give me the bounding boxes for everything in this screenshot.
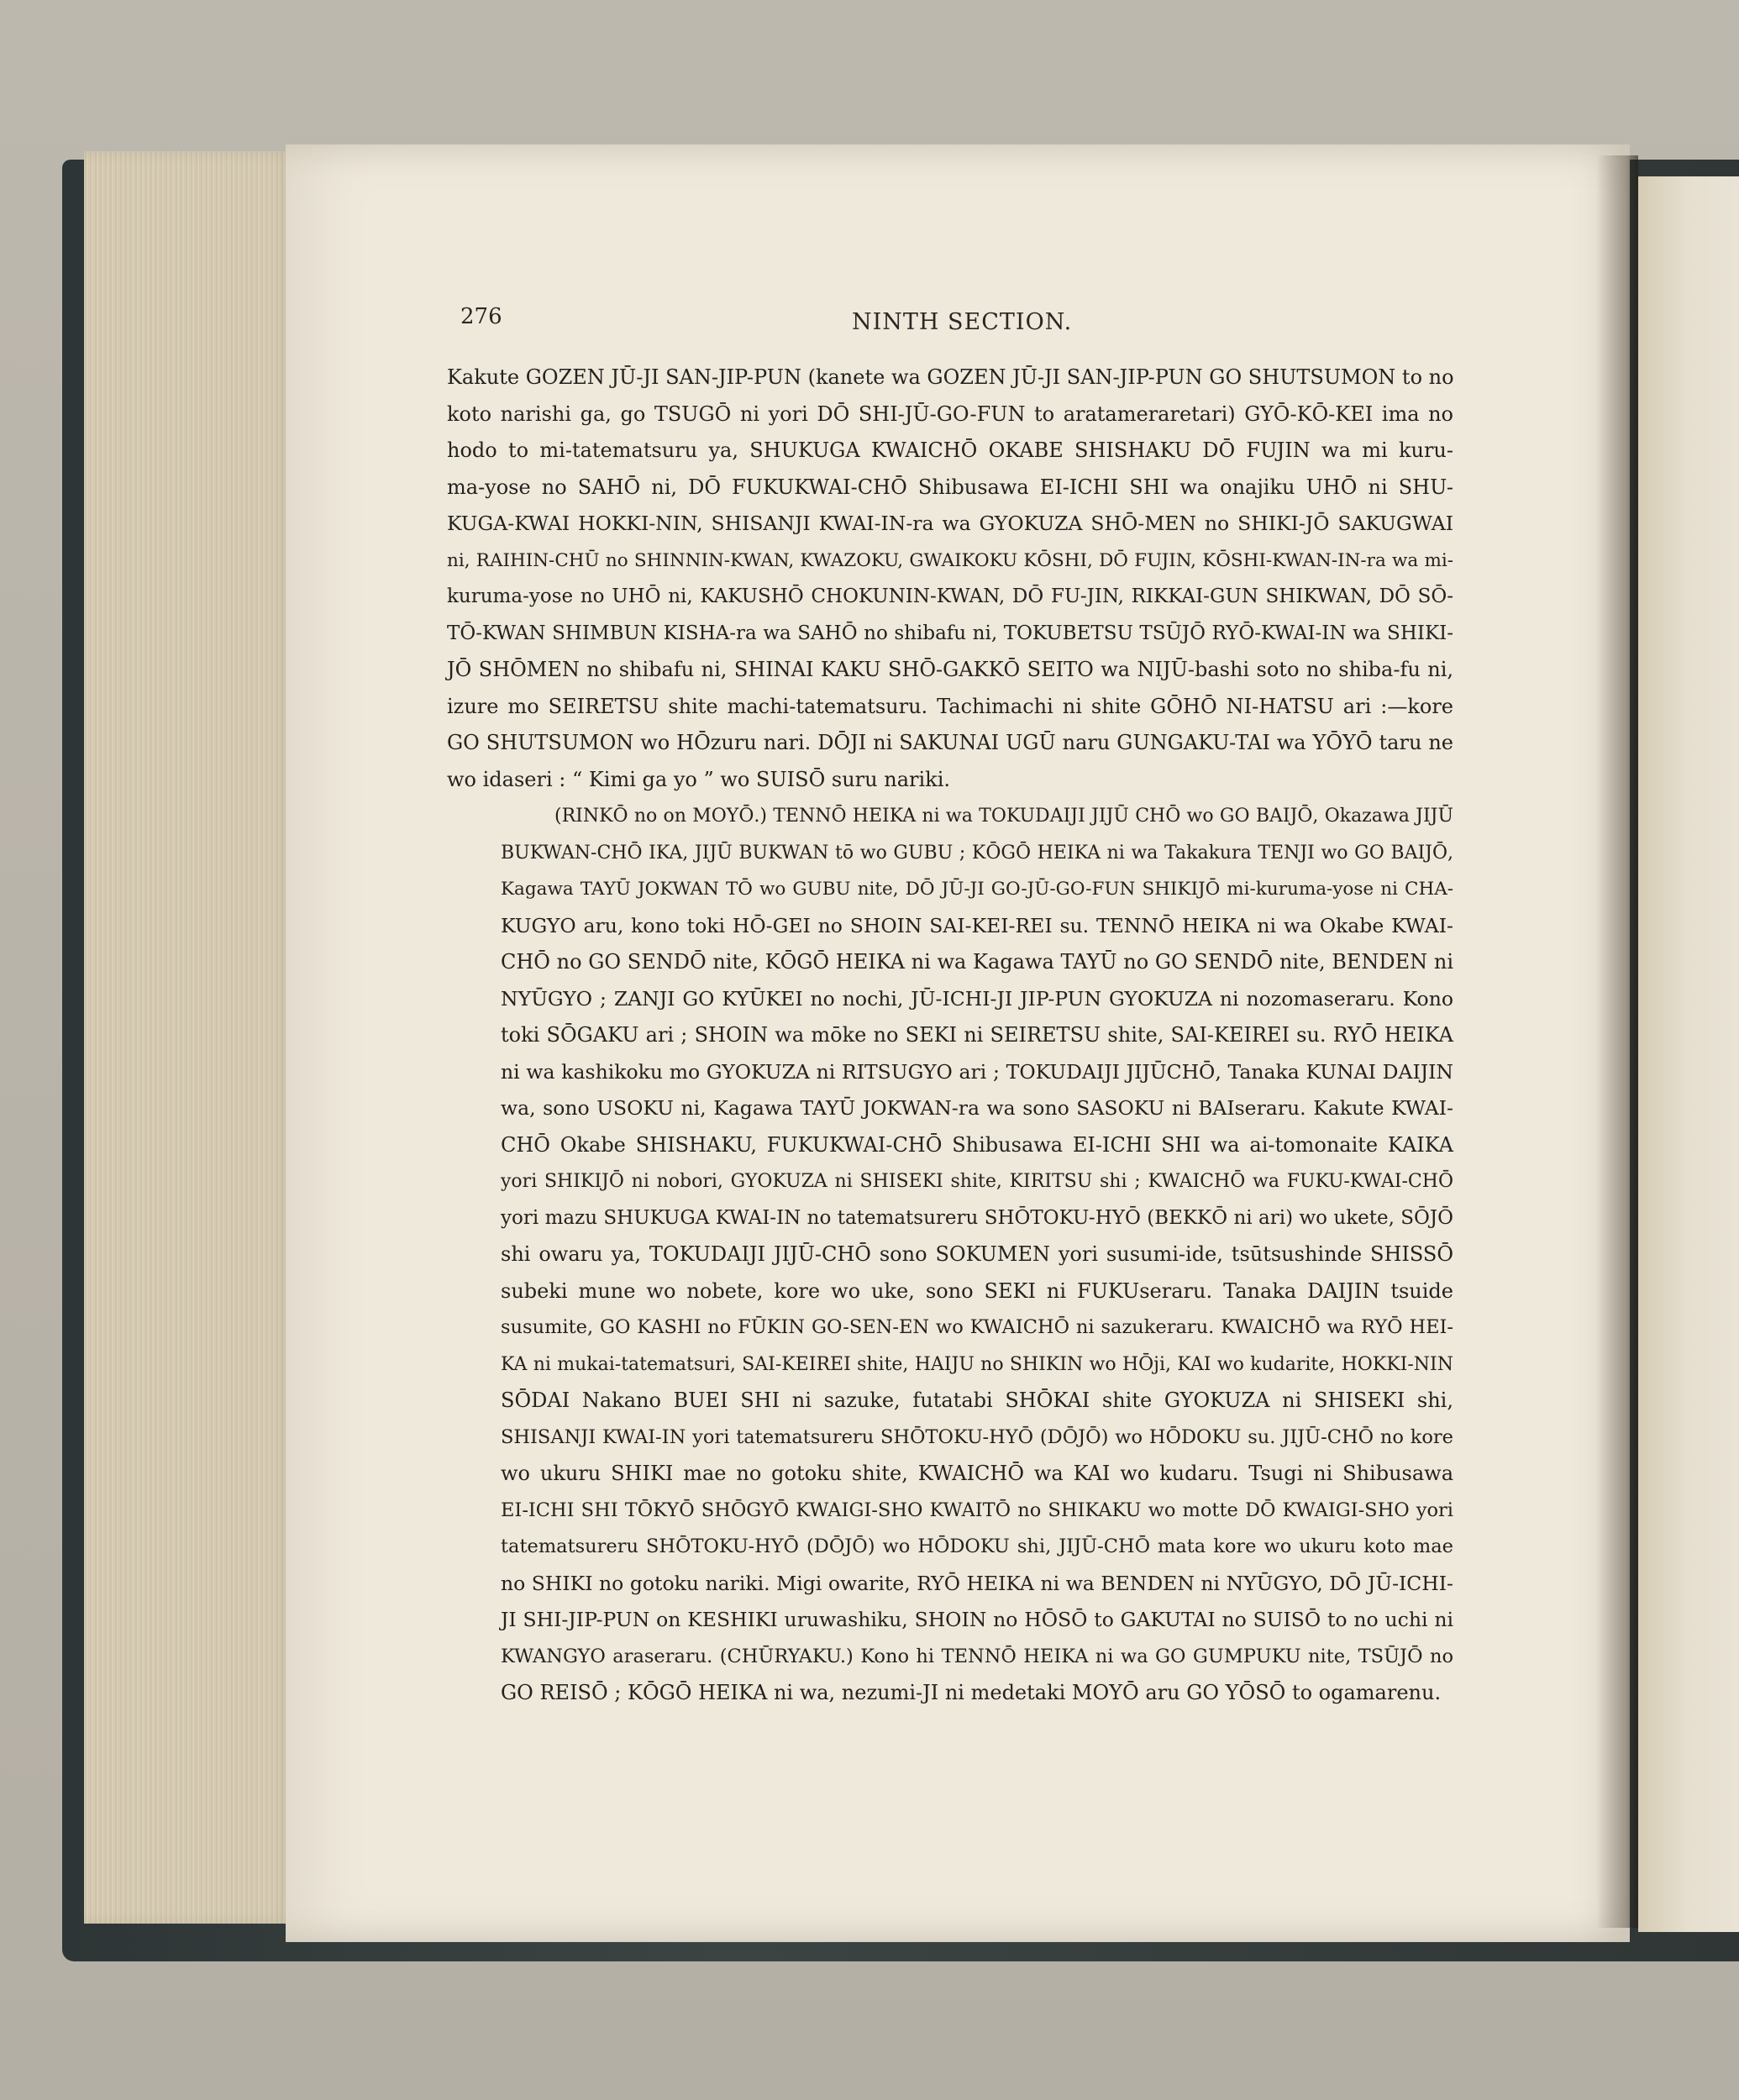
text-line: KWANGYO araseraru. (CHŪRYAKU.) Kono hi TENNŌ HEIKA ni wa GO GUMPUKU nite, TSŪJŌ no — [501, 1645, 1453, 1667]
text-line: CHŌ no GO SENDŌ nite, KŌGŌ HEIKA ni wa Kagawa TAYŪ no GO SENDŌ nite, BENDEN ni — [501, 950, 1453, 974]
text-line: JŌ SHŌMEN no shibafu ni, SHINAI KAKU SHŌ-GAKKŌ SEITO wa NIJŪ-bashi soto no shiba-fu ni, — [447, 658, 1453, 681]
facing-page-edge — [1638, 176, 1739, 1932]
text-line: SŌDAI Nakano BUEI SHI ni sazuke, futatabi SHŌKAI shite GYOKUZA ni SHISEKI shi, — [501, 1389, 1453, 1412]
paragraph-2 — [447, 798, 1453, 1712]
text-line: shi owaru ya, TOKUDAIJI JIJŪ-CHŌ sono SOKUMEN yori susumi-ide, tsūtsushinde SHISSŌ — [501, 1242, 1453, 1266]
text-line: no SHIKI no gotoku nariki. Migi owarite, RYŌ HEIKA ni wa BENDEN ni NYŪGYO, DŌ JŪ-ICHI- — [501, 1571, 1453, 1595]
text-line: (RINKŌ no on MOYŌ.) TENNŌ HEIKA ni wa TOKUDAIJI JIJŪ CHŌ wo GO BAIJŌ, Okazawa JIJŪ — [554, 806, 1453, 827]
page-edges — [84, 151, 294, 1924]
text-line: KA ni mukai-tatematsuri, SAI-KEIREI shite, HAIJU no SHIKIN wo HŌji, KAI wo kudarite, HOKKI-NIN — [501, 1353, 1453, 1375]
text-line: tatematsureru SHŌTOKU-HYŌ (DŌJŌ) wo HŌDOKU shi, JIJŪ-CHŌ mata kore wo ukuru koto mae — [501, 1536, 1453, 1557]
text-line: SHISANJI KWAI-IN yori tatematsureru SHŌTOKU-HYŌ (DŌJŌ) wo HŌDOKU su. JIJŪ-CHŌ no kore — [501, 1425, 1453, 1448]
text-line: KUGA-KWAI HOKKI-NIN, SHISANJI KWAI-IN-ra wa GYOKUZA SHŌ-MEN no SHIKI-JŌ SAKUGWAI — [447, 512, 1453, 535]
text-line: wo ukuru SHIKI mae no gotoku shite, KWAICHŌ wa KAI wo kudaru. Tsugi ni Shibusawa — [501, 1462, 1453, 1485]
text-line: toki SŌGAKU ari ; SHOIN wa mōke no SEKI ni SEIRETSU shite, SAI-KEIREI su. RYŌ HEIKA — [501, 1023, 1453, 1047]
text-line: ma-yose no SAHŌ ni, DŌ FUKUKWAI-CHŌ Shibusawa EI-ICHI SHI wa onajiku UHŌ ni SHU- — [447, 475, 1453, 499]
text-line: subeki mune wo nobete, kore wo uke, sono SEKI ni FUKUseraru. Tanaka DAIJIN tsuide — [501, 1278, 1453, 1303]
text-line: TŌ-KWAN SHIMBUN KISHA-ra wa SAHŌ no shibafu ni, TOKUBETSU TSŪJŌ RYŌ-KWAI-IN wa SHIKI- — [447, 622, 1453, 644]
text-line: ni wa kashikoku mo GYOKUZA ni RITSUGYO ari ; TOKUDAIJI JIJŪCHŌ, Tanaka KUNAI DAIJIN — [501, 1059, 1453, 1084]
page-number: 276 — [460, 304, 502, 329]
text-line: GO REISŌ ; KŌGŌ HEIKA ni wa, nezumi-JI ni medetaki MOYŌ aru GO YŌSŌ to ogamarenu. — [501, 1681, 1442, 1704]
text-line: Kagawa TAYŪ JOKWAN TŌ wo GUBU nite, DŌ JŪ-JI GO-JŪ-GO-FUN SHIKIJŌ mi-kuruma-yose ni CHA- — [501, 879, 1453, 900]
text-line: wo idaseri : “ Kimi ga yo ” wo SUISŌ suru nariki. — [447, 767, 950, 791]
text-line: ni, RAIHIN-CHŪ no SHINNIN-KWAN, KWAZOKU, GWAIKOKU KŌSHI, DŌ FUJIN, KŌSHI-KWAN-IN-ra wa mi- — [447, 549, 1453, 571]
text-line: NYŪGYO ; ZANJI GO KYŪKEI no nochi, JŪ-ICHI-JI JIP-PUN GYOKUZA ni nozomaseraru. Kono — [501, 986, 1453, 1011]
text-line: Kakute GOZEN JŪ-JI SAN-JIP-PUN (kanete wa GOZEN JŪ-JI SAN-JIP-PUN GO SHUTSUMON to no — [447, 365, 1454, 389]
text-line: GO SHUTSUMON wo HŌzuru nari. DŌJI ni SAKUNAI UGŪ naru GUNGAKU-TAI wa YŌYŌ taru ne — [447, 731, 1453, 754]
text-line: KUGYO aru, kono toki HŌ-GEI no SHOIN SAI-KEI-REI su. TENNŌ HEIKA ni wa Okabe KWAI- — [501, 913, 1453, 937]
text-line: wa, sono USOKU ni, Kagawa TAYŪ JOKWAN-ra wa sono SASOKU ni BAIseraru. Kakute KWAI- — [501, 1096, 1453, 1120]
text-line: kuruma-yose no UHŌ ni, KAKUSHŌ CHOKUNIN-KWAN, DŌ FU-JIN, RIKKAI-GUN SHIKWAN, DŌ SŌ- — [447, 585, 1453, 607]
text-line: izure mo SEIRETSU shite machi-tatematsuru. Tachimachi ni shite GŌHŌ NI-HATSU ari :—kore — [447, 694, 1453, 718]
text-line: yori SHIKIJŌ ni nobori, GYOKUZA ni SHISEKI shite, KIRITSU shi ; KWAICHŌ wa FUKU-KWAI-CHŌ — [501, 1171, 1453, 1192]
page-gutter — [1596, 155, 1638, 1928]
text-line: koto narishi ga, go TSUGŌ ni yori DŌ SHI-JŪ-GO-FUN to aratameraretari) GYŌ-KŌ-KEI ima no — [447, 402, 1453, 426]
paragraph-1 — [447, 360, 1453, 798]
text-line: susumite, GO KASHI no FŪKIN GO-SEN-EN wo KWAICHŌ ni sazukeraru. KWAICHŌ wa RYŌ HEI- — [501, 1316, 1453, 1338]
text-line: CHŌ Okabe SHISHAKU, FUKUKWAI-CHŌ Shibusawa EI-ICHI SHI wa ai-tomonaite KAIKA — [501, 1132, 1453, 1157]
text-line: hodo to mi-tatematsuru ya, SHUKUGA KWAICHŌ OKABE SHISHAKU DŌ FUJIN wa mi kuru- — [447, 438, 1453, 462]
body-text — [447, 360, 1453, 1712]
text-line: EI-ICHI SHI TŌKYŌ SHŌGYŌ KWAIGI-SHO KWAITŌ no SHIKAKU wo motte DŌ KWAIGI-SHO yori — [501, 1499, 1453, 1521]
running-head: NINTH SECTION. — [852, 309, 1073, 335]
text-line: JI SHI-JIP-PUN on KESHIKI uruwashiku, SHOIN no HŌSŌ to GAKUTAI no SUISŌ to no uchi ni — [501, 1608, 1453, 1631]
text-line: BUKWAN-CHŌ IKA, JIJŪ BUKWAN tō wo GUBU ; KŌGŌ HEIKA ni wa Takakura TENJI wo GO BAIJŌ, — [501, 842, 1453, 864]
text-line: yori mazu SHUKUGA KWAI-IN no tatematsureru SHŌTOKU-HYŌ (BEKKŌ ni ari) wo ukete, SŌJŌ — [501, 1206, 1453, 1229]
